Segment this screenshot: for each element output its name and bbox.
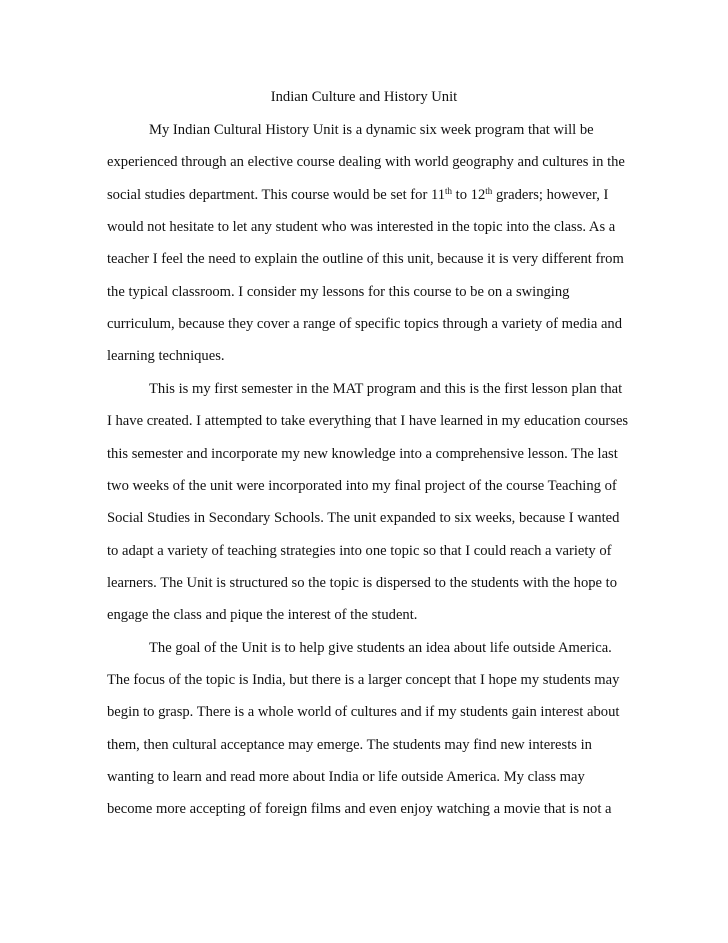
body-line: curriculum, because they cover a range of specific topics through a variety of media and bbox=[107, 316, 623, 333]
body-line: to adapt a variety of teaching strategies into one topic so that I could reach a variety of bbox=[107, 542, 612, 559]
body-line: wanting to learn and read more about India or life outside America. My class may bbox=[107, 769, 585, 785]
body-line: learning techniques. bbox=[107, 348, 225, 365]
body-line: teacher I feel the need to explain the outline of this unit, because it is very different from bbox=[107, 251, 624, 268]
body-line: This is my first semester in the MAT program and this is the first lesson plan that bbox=[149, 380, 623, 397]
body-line: the typical classroom. I consider my lessons for this course to be on a swinging bbox=[107, 283, 570, 300]
body-line: learners. The Unit is structured so the topic is dispersed to the students with the hope to bbox=[107, 574, 618, 591]
line-text-segment: to 12 bbox=[452, 186, 486, 203]
body-line: experienced through an elective course dealing with world geography and cultures in the bbox=[107, 154, 625, 171]
body-line: begin to grasp. There is a whole world of cultures and if my students gain interest about bbox=[107, 704, 620, 721]
body-line: this semester and incorporate my new knowledge into a comprehensive lesson. The last bbox=[107, 445, 618, 462]
body-line: would not hesitate to let any student who was interested in the topic into the class. As a bbox=[107, 219, 616, 236]
body-line: them, then cultural acceptance may emerge. The students may find new interests in bbox=[107, 736, 592, 753]
body-line: The goal of the Unit is to help give students an idea about life outside America. bbox=[149, 639, 612, 656]
document-title: Indian Culture and History Unit bbox=[270, 89, 458, 105]
line-text-segment: social studies department. This course would be set for 11 bbox=[107, 186, 446, 203]
body-line: Social Studies in Secondary Schools. The unit expanded to six weeks, because I wanted bbox=[107, 510, 620, 527]
body-line bbox=[107, 185, 627, 205]
ordinal-superscript: th bbox=[445, 185, 453, 196]
body-line: The focus of the topic is India, but there is a larger concept that I hope my students may bbox=[107, 671, 620, 688]
ordinal-superscript: th bbox=[485, 185, 493, 196]
body-line: My Indian Cultural History Unit is a dynamic six week program that will be bbox=[149, 122, 594, 138]
line-text-segment: graders; however, I bbox=[492, 186, 609, 203]
body-line: I have created. I attempted to take everything that I have learned in my education courses bbox=[107, 413, 629, 430]
body-line: engage the class and pique the interest of the student. bbox=[107, 607, 418, 624]
body-line: become more accepting of foreign films and even enjoy watching a movie that is not a bbox=[107, 801, 612, 818]
body-line: two weeks of the unit were incorporated into my final project of the course Teaching of bbox=[107, 477, 617, 494]
